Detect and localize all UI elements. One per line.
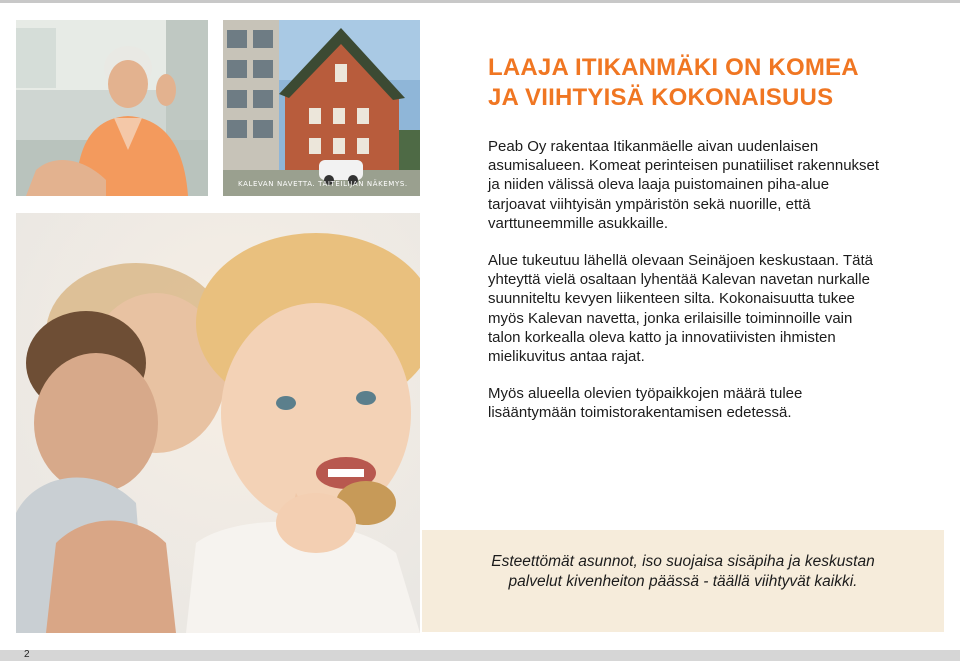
- page-headline: [488, 53, 928, 113]
- top-rule: [0, 0, 960, 3]
- paragraph-2: Alue tukeutuu lähellä olevaan Seinäjoen keskustaan. Tätä yhteyttä vielä osaltaan lyhentää Kalevan navetan nurkalle suunniteltu kevyen liikenteen silta. Kokonaisuutta tukee myös Kalevan navetta, jonka erilaisille toiminnoille vain talon korkealla oleva katto ja innovatiivisten ihmisten mielikuvitus antaa rajat.: [488, 252, 873, 366]
- body-text: [488, 137, 888, 423]
- note-line-2: palvelut kivenheiton päässä - täällä viihtyvät kaikki.: [508, 573, 858, 590]
- photo-woman-on-phone: [16, 20, 208, 196]
- headline-line-1: LAAJA ITIKANMÄKI ON KOMEA: [488, 54, 859, 81]
- paragraph-3: Myös alueella olevien työpaikkojen määrä tulee lisääntymään toimistorakentamisen edetessä.: [488, 385, 803, 422]
- page-number: 2: [24, 649, 30, 660]
- photo-family-child-cookie: [16, 213, 420, 633]
- photo-caption: KALEVAN NAVETTA. TAITEILIJAN NÄKEMYS.: [238, 180, 408, 188]
- footer-bar: [0, 650, 960, 661]
- photo-kalevan-navetta: [223, 20, 420, 196]
- highlight-note-box: [422, 530, 944, 632]
- note-line-1: Esteettömät asunnot, iso suojaisa sisäpiha ja keskustan: [491, 553, 875, 570]
- paragraph-1: Peab Oy rakentaa Itikanmäelle aivan uudenlaisen asumisalueen. Komeat perinteisen punatiiliset rakennukset ja niiden välissä oleva laaja puistomainen piha-alue tarjoavat viihtyisän ympäristön sekä nuorille, että varttuneemmille asukkaille.: [488, 138, 880, 232]
- highlight-note-text: [422, 552, 944, 592]
- headline-line-2: JA VIIHTYISÄ KOKONAISUUS: [488, 84, 834, 111]
